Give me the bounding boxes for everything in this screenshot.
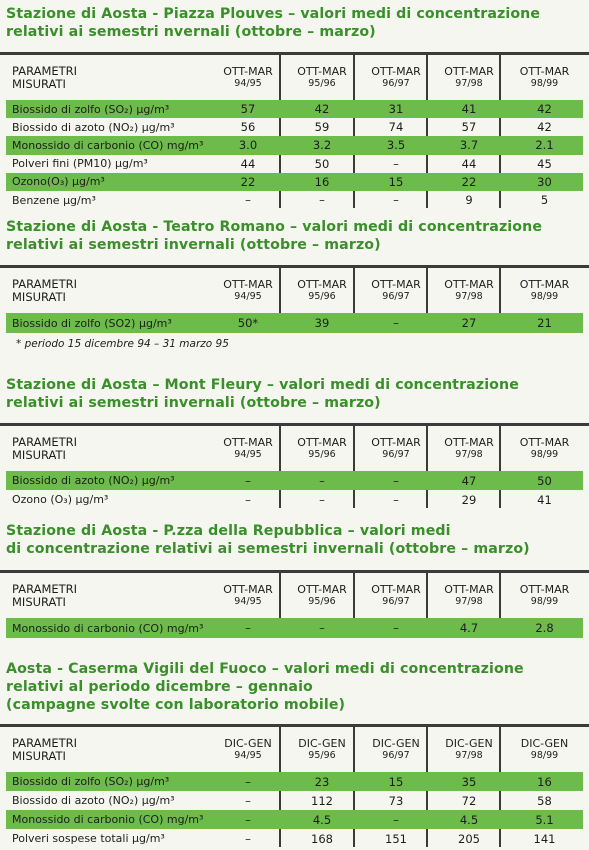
value-cell: 41	[461, 102, 477, 117]
value-cell: –	[319, 193, 325, 208]
value-cell: –	[245, 193, 251, 208]
period-label: OTT-MAR	[444, 278, 494, 291]
value-cell: 27	[461, 316, 477, 330]
table-row	[6, 313, 583, 333]
data-table	[0, 570, 589, 638]
period-label: OTT-MAR	[519, 278, 570, 291]
header-period	[506, 56, 583, 100]
header-period	[285, 56, 359, 100]
value-cell: 15	[388, 174, 404, 189]
header-period	[360, 56, 432, 100]
header-period	[285, 728, 359, 772]
value-cell: –	[245, 831, 251, 846]
value-cell: –	[393, 156, 399, 171]
value-cell: 15	[388, 774, 404, 789]
parameter-label: Biossido di zolfo (SO₂) µg/m³	[12, 102, 170, 116]
period-label: OTT-MAR	[297, 65, 347, 78]
period-years: 94/95	[234, 596, 262, 607]
value-cell: 74	[388, 120, 404, 135]
period-years: 95/96	[308, 78, 336, 89]
period-years: 95/96	[308, 596, 336, 607]
value-cell: 44	[240, 156, 256, 171]
value-cell: –	[393, 812, 399, 827]
table-row	[6, 829, 583, 848]
value-cell: 59	[314, 120, 330, 135]
period-label: DIC-GEN	[372, 737, 420, 750]
period-label: DIC-GEN	[224, 737, 272, 750]
header-param-label	[12, 574, 77, 618]
period-label: DIC-GEN	[520, 737, 569, 750]
period-label: OTT-MAR	[371, 278, 421, 291]
period-label: OTT-MAR	[297, 278, 347, 291]
header-period	[360, 574, 432, 618]
period-label: OTT-MAR	[444, 65, 494, 78]
table-header-row	[6, 269, 583, 313]
value-cell: –	[245, 793, 251, 808]
table-row	[6, 155, 583, 173]
value-cell: 112	[311, 793, 333, 808]
header-period	[433, 728, 505, 772]
header-param-text: PARAMETRI	[12, 736, 78, 750]
parameter-label: Biossido di zolfo (SO2) µg/m³	[12, 316, 172, 330]
period-years: 97/98	[455, 596, 483, 607]
header-period	[212, 427, 284, 471]
period-label: OTT-MAR	[371, 436, 421, 449]
section-title	[6, 5, 585, 41]
period-years: 97/98	[455, 78, 483, 89]
period-years: 96/97	[382, 78, 410, 89]
table-row	[6, 791, 583, 810]
period-label: OTT-MAR	[223, 436, 273, 449]
parameter-label: Biossido di zolfo (SO₂) µg/m³	[12, 775, 170, 788]
value-cell: 41	[537, 492, 552, 507]
period-label: OTT-MAR	[371, 583, 421, 596]
value-cell: 42	[537, 120, 552, 135]
section-title-line: relativi ai semestri invernali (ottobre – marzo)	[6, 237, 381, 253]
header-period	[212, 728, 284, 772]
header-period	[360, 269, 432, 313]
value-cell: 56	[240, 120, 256, 135]
value-cell: 2.8	[535, 621, 554, 635]
value-cell: –	[245, 774, 251, 789]
value-cell: –	[393, 193, 399, 208]
period-label: OTT-MAR	[223, 278, 273, 291]
value-cell: 57	[240, 102, 256, 117]
value-cell: 22	[461, 174, 477, 189]
period-years: 94/95	[234, 291, 262, 302]
period-years: 96/97	[382, 750, 410, 761]
value-cell: –	[319, 492, 325, 507]
value-cell: 5	[540, 193, 549, 208]
header-period	[433, 574, 505, 618]
period-years: 98/99	[530, 750, 559, 761]
period-years: 97/98	[455, 291, 483, 302]
period-label: OTT-MAR	[223, 65, 273, 78]
header-period	[285, 269, 359, 313]
table-row	[6, 618, 583, 638]
value-cell: 4.5	[312, 812, 332, 827]
header-period	[212, 56, 284, 100]
value-cell: –	[393, 473, 399, 488]
value-cell: 35	[461, 774, 477, 789]
header-param-label	[12, 427, 77, 471]
period-years: 94/95	[234, 750, 262, 761]
value-cell: 3.5	[386, 138, 406, 153]
header-param-text: PARAMETRI	[12, 582, 78, 596]
value-cell: 72	[461, 793, 477, 808]
value-cell: 44	[461, 156, 477, 171]
header-param-text: MISURATI	[12, 290, 66, 304]
period-label: OTT-MAR	[444, 436, 494, 449]
header-param-label	[12, 56, 77, 100]
period-years: 97/98	[455, 449, 483, 460]
data-table	[0, 423, 589, 509]
value-cell: 4.7	[459, 621, 479, 635]
period-label: OTT-MAR	[371, 65, 421, 78]
period-label: OTT-MAR	[444, 583, 494, 596]
header-period	[506, 574, 583, 618]
value-cell: 16	[314, 174, 330, 189]
parameter-label: Benzene µg/m³	[12, 193, 96, 207]
parameter-label: Biossido di azoto (NO₂) µg/m³	[12, 120, 175, 134]
period-years: 96/97	[382, 596, 410, 607]
period-label: OTT-MAR	[297, 583, 347, 596]
header-period	[506, 269, 583, 313]
value-cell: 42	[537, 102, 552, 117]
period-years: 97/98	[455, 750, 483, 761]
period-label: DIC-GEN	[298, 737, 346, 750]
section-title-line: relativi al periodo dicembre – gennaio	[6, 679, 313, 695]
value-cell: 141	[533, 831, 556, 846]
value-cell: 29	[461, 492, 477, 507]
value-cell: 31	[388, 102, 404, 117]
value-cell: 50	[537, 473, 552, 488]
value-cell: –	[245, 812, 251, 827]
period-label: OTT-MAR	[519, 583, 570, 596]
data-table	[0, 265, 589, 357]
table-row	[6, 810, 583, 829]
footnote: * periodo 15 dicembre 94 – 31 marzo 95	[16, 338, 229, 350]
value-cell: 73	[388, 793, 404, 808]
value-cell: 23	[314, 774, 330, 789]
header-period	[212, 574, 284, 618]
parameter-label: Monossido di carbonio (CO) mg/m³	[12, 621, 204, 635]
data-table	[0, 52, 589, 209]
period-years: 94/95	[234, 78, 262, 89]
value-cell: –	[319, 621, 325, 635]
period-years: 98/99	[530, 78, 559, 89]
period-years: 98/99	[530, 291, 559, 302]
table-row	[6, 100, 583, 118]
header-period	[433, 269, 505, 313]
section-title-line: relativi ai semestri invernali (ottobre – marzo)	[6, 395, 381, 411]
parameter-label: Ozono(O₃) µg/m³	[12, 175, 105, 189]
period-years: 95/96	[308, 750, 336, 761]
period-years: 96/97	[382, 449, 410, 460]
table-row	[6, 471, 583, 490]
table-header-row	[6, 427, 583, 471]
value-cell: 50*	[237, 316, 259, 330]
value-cell: 30	[537, 174, 552, 189]
section-title-line: Stazione di Aosta - Piazza Plouves – valori medi di concentrazione	[6, 6, 541, 22]
section-title	[6, 376, 585, 412]
section-title	[6, 218, 585, 254]
table-row	[6, 173, 583, 191]
value-cell: 58	[537, 793, 552, 808]
section-title-line: di concentrazione relativi ai semestri invernali (ottobre – marzo)	[6, 541, 530, 557]
value-cell: 4.5	[459, 812, 479, 827]
table-header-row	[6, 56, 583, 100]
header-period	[360, 427, 432, 471]
table-header-row	[6, 574, 583, 618]
period-years: 95/96	[308, 449, 336, 460]
header-period	[285, 427, 359, 471]
header-param-label	[12, 728, 77, 772]
header-period	[360, 728, 432, 772]
value-cell: –	[393, 492, 399, 507]
section-title-line: Aosta - Caserma Vigili del Fuoco – valori medi di concentrazione	[6, 661, 524, 677]
header-param-text: MISURATI	[12, 749, 66, 763]
value-cell: 2.1	[535, 138, 554, 153]
value-cell: 16	[537, 774, 552, 789]
value-cell: 42	[314, 102, 330, 117]
period-years: 94/95	[234, 449, 262, 460]
value-cell: –	[319, 473, 325, 488]
period-label: OTT-MAR	[519, 65, 570, 78]
table-row	[6, 118, 583, 136]
parameter-label: Polveri sospese totali µg/m³	[12, 832, 165, 845]
value-cell: –	[393, 621, 399, 635]
section-title-line: Stazione di Aosta – Mont Fleury – valori medi di concentrazione	[6, 377, 519, 393]
section-title-line: Stazione di Aosta - P.zza della Repubblica – valori medi	[6, 523, 451, 539]
value-cell: –	[393, 316, 399, 330]
table-row	[6, 490, 583, 509]
parameter-label: Monossido di carbonio (CO) mg/m³	[12, 813, 204, 826]
period-label: OTT-MAR	[223, 583, 273, 596]
table-row	[6, 772, 583, 791]
header-param-text: MISURATI	[12, 448, 66, 462]
header-param-text: MISURATI	[12, 77, 66, 91]
section-title-line: (campagne svolte con laboratorio mobile)	[6, 697, 346, 713]
data-table	[0, 724, 589, 848]
value-cell: –	[245, 621, 251, 635]
value-cell: 3.2	[312, 138, 332, 153]
value-cell: 50	[314, 156, 330, 171]
period-years: 98/99	[530, 596, 559, 607]
header-param-text: PARAMETRI	[12, 64, 78, 78]
period-label: OTT-MAR	[519, 436, 570, 449]
header-param-label	[12, 269, 77, 313]
value-cell: 21	[537, 316, 552, 330]
value-cell: 9	[465, 193, 473, 208]
parameter-label: Biossido di azoto (NO₂) µg/m³	[12, 474, 175, 487]
section-title-line: Stazione di Aosta - Teatro Romano – valori medi di concentrazione	[6, 219, 543, 235]
section-title	[6, 660, 585, 714]
value-cell: 22	[240, 174, 256, 189]
header-period	[506, 427, 583, 471]
period-years: 98/99	[530, 449, 559, 460]
value-cell: –	[245, 492, 251, 507]
value-cell: 3.7	[459, 138, 479, 153]
section-title-line: relativi ai semestri nvernali (ottobre – marzo)	[6, 24, 376, 40]
period-label: OTT-MAR	[297, 436, 347, 449]
table-row	[6, 136, 583, 154]
value-cell: 205	[458, 831, 480, 846]
period-label: DIC-GEN	[445, 737, 493, 750]
header-period	[285, 574, 359, 618]
value-cell: 39	[314, 316, 330, 330]
value-cell: 151	[385, 831, 407, 846]
value-cell: 168	[311, 831, 333, 846]
value-cell: 57	[461, 120, 477, 135]
header-period	[433, 427, 505, 471]
value-cell: 47	[461, 473, 477, 488]
section-title	[6, 522, 585, 558]
period-years: 96/97	[382, 291, 410, 302]
parameter-label: Polveri fini (PM10) µg/m³	[12, 157, 148, 171]
value-cell: 5.1	[535, 812, 554, 827]
header-param-text: MISURATI	[12, 595, 66, 609]
table-row	[6, 191, 583, 209]
header-param-text: PARAMETRI	[12, 435, 78, 449]
table-header-row	[6, 728, 583, 772]
value-cell: 3.0	[238, 138, 258, 153]
header-param-text: PARAMETRI	[12, 277, 78, 291]
value-cell: –	[245, 473, 251, 488]
parameter-label: Biossido di azoto (NO₂) µg/m³	[12, 794, 175, 807]
parameter-label: Ozono (O₃) µg/m³	[12, 493, 109, 506]
value-cell: 45	[537, 156, 552, 171]
period-years: 95/96	[308, 291, 336, 302]
parameter-label: Monossido di carbonio (CO) mg/m³	[12, 138, 204, 152]
header-period	[433, 56, 505, 100]
header-period	[506, 728, 583, 772]
header-period	[212, 269, 284, 313]
